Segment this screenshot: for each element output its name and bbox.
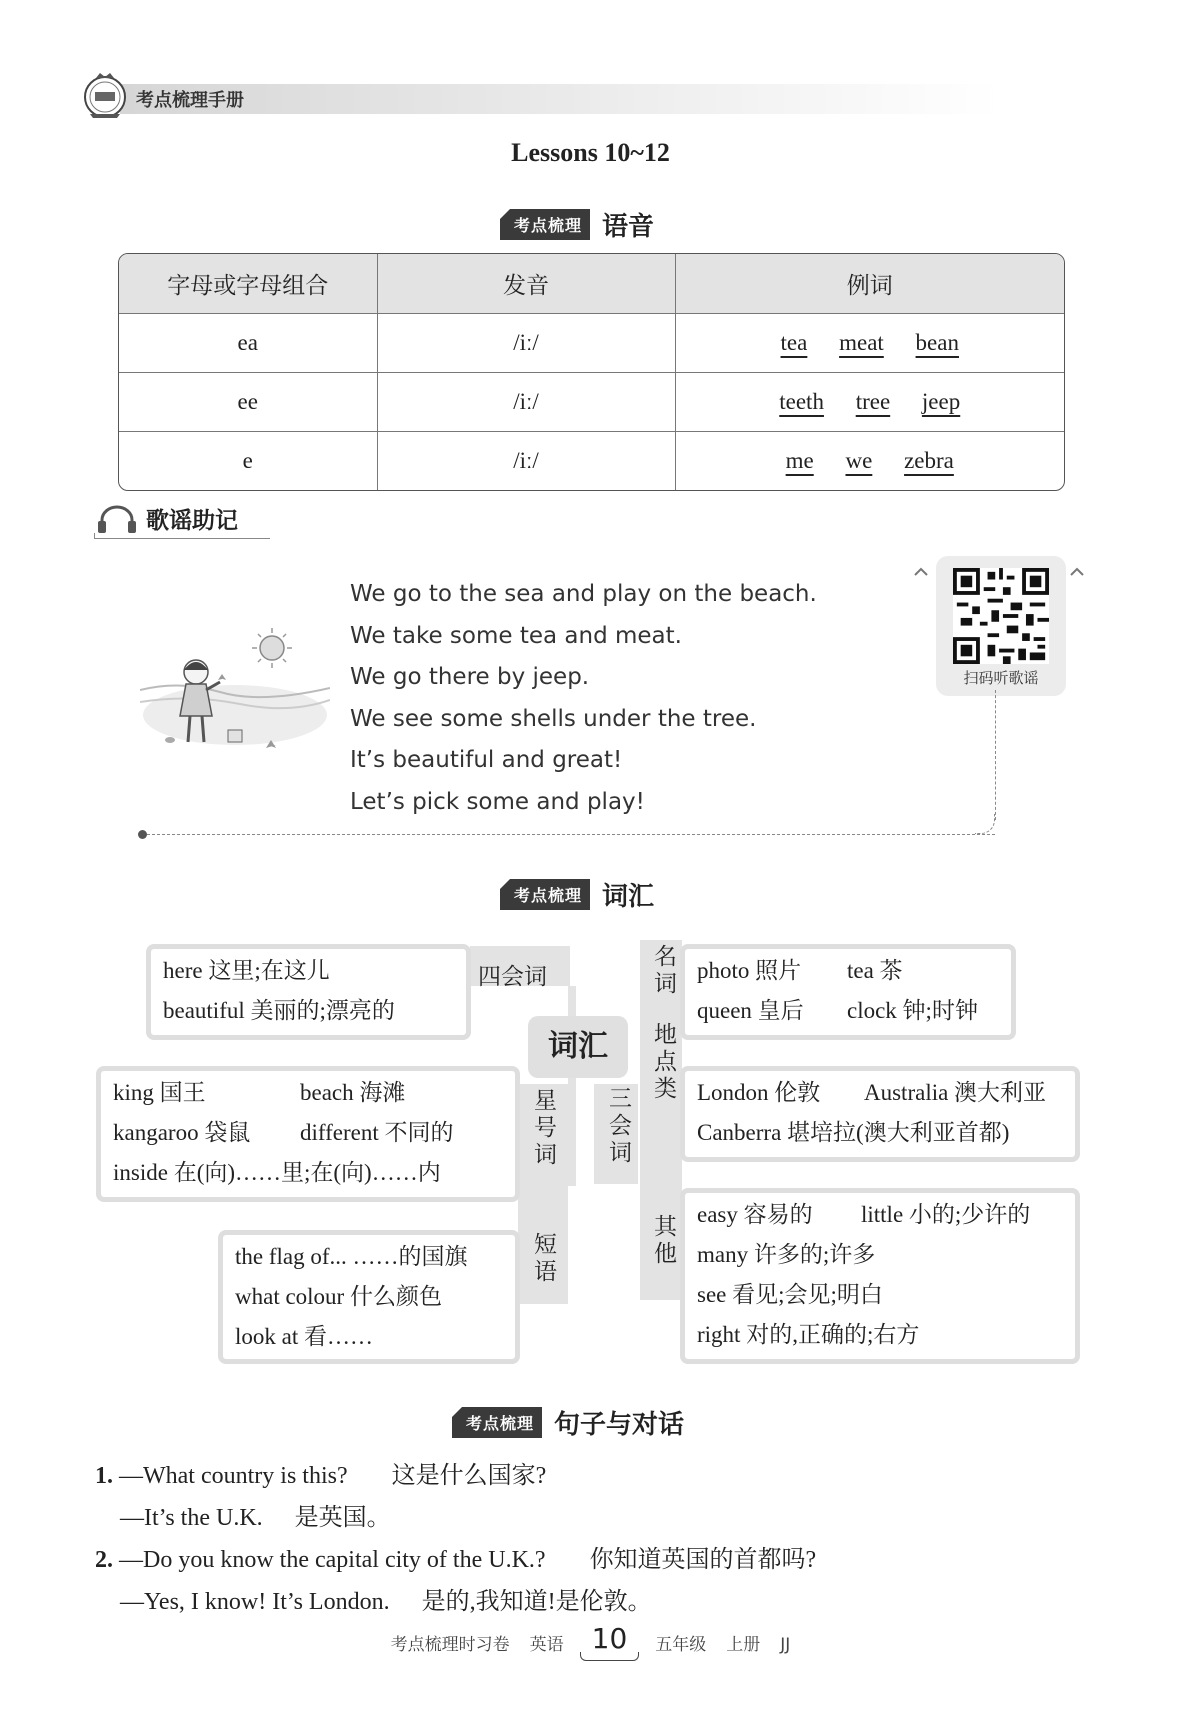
vocab-entry: Australia 澳大利亚 xyxy=(864,1080,1047,1105)
chevron-up-icon xyxy=(1068,566,1086,578)
example-word: we xyxy=(845,447,873,473)
song-line: We take some tea and meat. xyxy=(350,622,682,649)
table-header: 例词 xyxy=(675,254,1064,313)
vocab-entry: the flag of... ……的国旗 xyxy=(235,1244,468,1269)
other-label: 其他 xyxy=(650,1214,676,1268)
noun-label: 名词 xyxy=(650,944,676,998)
vocab-entry: photo 照片 xyxy=(697,958,802,983)
footer-grade: 五年级 xyxy=(655,1635,707,1655)
song-border-corner xyxy=(975,814,995,834)
table-row xyxy=(119,313,1064,372)
phonics-section-header xyxy=(500,206,654,243)
table-row xyxy=(119,431,1064,490)
example-word: zebra xyxy=(904,447,954,473)
example-word: bean xyxy=(915,329,959,355)
example-word: meat xyxy=(839,329,884,355)
song-label xyxy=(94,502,238,535)
vocab-entry: different 不同的 xyxy=(300,1120,454,1145)
vocab-section-header xyxy=(500,876,654,913)
vocab-entry: tea 茶 xyxy=(847,958,903,983)
vocab-center: 词汇 xyxy=(528,1016,628,1078)
vocab-entry: look at 看…… xyxy=(235,1324,373,1349)
vocab-entry: see 看见;会见;明白 xyxy=(697,1282,883,1307)
examples-cell xyxy=(675,313,1064,372)
phonics-title: 语音 xyxy=(602,212,655,242)
vocab-entry: easy 容易的 xyxy=(697,1202,813,1227)
vocab-entry: little 小的;少许的 xyxy=(861,1202,1031,1227)
vocab-entry: kangaroo 袋鼠 xyxy=(113,1120,251,1145)
chinese-text: 是的,我知道!是伦敦。 xyxy=(421,1589,652,1615)
four-skill-box xyxy=(146,944,471,1040)
book-title: 考点梳理手册 xyxy=(136,90,244,111)
example-word: me xyxy=(785,447,814,473)
vocab-entry: king 国王 xyxy=(113,1080,206,1105)
song-line: We see some shells under the tree. xyxy=(350,705,757,732)
sentence-2-question xyxy=(95,1539,816,1574)
beach-girl-illustration xyxy=(140,620,330,760)
vocab-entry: right 对的,正确的;右方 xyxy=(697,1322,920,1347)
chinese-text: 你知道英国的首都吗? xyxy=(589,1547,817,1573)
section-tag: 考点梳理 xyxy=(500,879,590,910)
section-tag: 考点梳理 xyxy=(500,209,590,240)
letters-cell: e xyxy=(119,431,377,490)
places-box xyxy=(680,1066,1080,1162)
vocab-entry: clock 钟;时钟 xyxy=(847,998,978,1023)
song-border-dot xyxy=(138,830,147,839)
qr-caption: 扫码听歌谣 xyxy=(963,669,1039,687)
song-border xyxy=(995,690,996,820)
letters-cell: ea xyxy=(119,313,377,372)
example-word: jeep xyxy=(921,388,961,414)
item-number: 2. xyxy=(95,1547,113,1573)
letters-cell: ee xyxy=(119,372,377,431)
vocab-entry: inside 在(向)……里;在(向)……内 xyxy=(113,1160,441,1185)
publisher-logo-icon xyxy=(82,70,128,120)
sound-cell: /iː/ xyxy=(377,431,675,490)
song-border xyxy=(142,834,995,835)
footer-volume: 上册 xyxy=(726,1635,761,1655)
vocab-entry: many 许多的;许多 xyxy=(697,1242,876,1267)
vocab-entry: what colour 什么颜色 xyxy=(235,1284,442,1309)
sound-cell: /iː/ xyxy=(377,313,675,372)
headphones-icon xyxy=(94,504,140,534)
song-line: It’s beautiful and great! xyxy=(350,747,623,773)
four-skill-label: 四会词 xyxy=(478,964,547,990)
english-text: —What country is this? xyxy=(119,1463,348,1489)
phrases-box xyxy=(218,1230,520,1364)
footer-series: 考点梳理时习卷 xyxy=(390,1635,510,1655)
page-footer xyxy=(0,1622,1181,1655)
vocab-title: 词汇 xyxy=(602,882,655,912)
table-header: 字母或字母组合 xyxy=(119,254,377,313)
example-word: tree xyxy=(855,388,891,414)
star-words-box xyxy=(96,1066,520,1202)
english-text: —Do you know the capital city of the U.K.? xyxy=(119,1547,546,1573)
star-words-label: 星号词 xyxy=(530,1088,556,1169)
place-label: 地点类 xyxy=(650,1022,676,1103)
vocab-entry: here 这里;在这儿 xyxy=(163,958,330,983)
song-label-text: 歌谣助记 xyxy=(146,508,238,534)
item-number: 1. xyxy=(95,1463,113,1489)
qr-code-icon[interactable] xyxy=(953,568,1049,664)
phrases-label: 短语 xyxy=(530,1232,556,1286)
table-header: 发音 xyxy=(377,254,675,313)
table-header-row xyxy=(119,254,1064,313)
sentence-1-question xyxy=(95,1455,546,1490)
footer-subject: 英语 xyxy=(529,1635,564,1655)
song-line: We go there by jeep. xyxy=(350,664,590,690)
sound-cell: /iː/ xyxy=(377,372,675,431)
vocab-entry: beautiful 美丽的;漂亮的 xyxy=(163,998,395,1023)
header-band xyxy=(120,84,1000,114)
sentence-1-answer xyxy=(120,1497,391,1532)
vocab-entry: Canberra 堪培拉(澳大利亚首都) xyxy=(697,1120,1010,1145)
footer-edition: JJ xyxy=(780,1635,791,1655)
page-number: 10 xyxy=(584,1622,636,1655)
phonics-table xyxy=(118,253,1065,491)
examples-cell xyxy=(675,372,1064,431)
english-text: —It’s the U.K. xyxy=(120,1505,263,1531)
section-tag: 考点梳理 xyxy=(452,1407,542,1438)
sentences-title: 句子与对话 xyxy=(554,1410,685,1440)
song-line: We go to the sea and play on the beach. xyxy=(350,581,817,607)
english-text: —Yes, I know! It’s London. xyxy=(120,1589,390,1615)
lesson-title: Lessons 10~12 xyxy=(511,138,670,167)
song-label-underline xyxy=(94,533,270,539)
table-row xyxy=(119,372,1064,431)
example-word: teeth xyxy=(779,388,824,414)
examples-cell xyxy=(675,431,1064,490)
vocab-entry: queen 皇后 xyxy=(697,998,804,1023)
chinese-text: 是英国。 xyxy=(294,1505,391,1531)
chevron-up-icon xyxy=(912,566,930,578)
chinese-text: 这是什么国家? xyxy=(391,1463,547,1489)
nouns-box xyxy=(680,944,1016,1040)
sentences-section-header xyxy=(452,1404,684,1441)
vocab-entry: beach 海滩 xyxy=(300,1080,406,1105)
vocab-entry: London 伦敦 xyxy=(697,1080,821,1105)
song-lyrics xyxy=(350,574,817,823)
example-word: tea xyxy=(780,329,808,355)
others-box xyxy=(680,1188,1080,1364)
song-line: Let’s pick some and play! xyxy=(350,788,645,815)
three-skill-label: 三会词 xyxy=(605,1086,631,1167)
sentence-2-answer xyxy=(120,1581,652,1616)
